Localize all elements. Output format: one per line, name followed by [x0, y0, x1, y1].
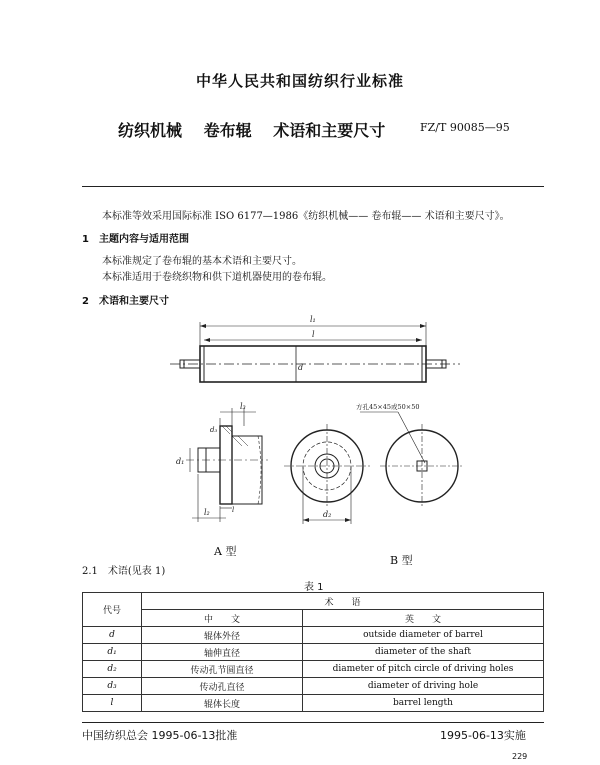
standard-code: FZ/T 90085—95: [420, 121, 510, 134]
title-part-3: 术语和主要尺寸: [273, 121, 386, 140]
header-terms: 术 语: [142, 593, 544, 610]
header-rule: [82, 186, 544, 187]
row-zh: 传动孔直径: [142, 678, 303, 695]
title-part-2: 卷布辊: [203, 121, 252, 140]
title-part-1: 纺织机械: [118, 121, 183, 140]
intro-text: 本标准等效采用国际标准 ISO 6177—1986《纺织机械—— 卷布辊—— 术语和主要尺寸》。: [102, 211, 510, 222]
organization-title: 中华人民共和国纺织行业标准: [195, 72, 404, 90]
label-d3-small: d₃: [210, 426, 218, 434]
row-code: d₂: [83, 661, 142, 678]
table-row: [83, 678, 544, 695]
label-d2: d₂: [323, 510, 332, 519]
row-zh: 传动孔节圆直径: [142, 661, 303, 678]
label-l: l: [312, 330, 315, 339]
row-en: diameter of driving hole: [303, 678, 544, 695]
section-1-line-1: 本标准规定了卷布辊的基本术语和主要尺寸。: [102, 256, 302, 267]
label-l3: l₃: [240, 402, 246, 411]
page-number: 229: [512, 752, 528, 761]
header-zh: 中 文: [142, 610, 303, 627]
row-en: diameter of pitch circle of driving holes: [303, 661, 544, 678]
section-1-line-2: 本标准适用于卷绕织物和供下道机器使用的卷布辊。: [102, 272, 332, 283]
standard-title: [118, 118, 401, 141]
table-caption: 表 1: [304, 582, 324, 593]
label-d1: d₁: [176, 457, 185, 466]
roller-side-view: [170, 315, 460, 382]
section-1-heading: 1 主题内容与适用范围: [82, 234, 189, 245]
table-header-row-2: [83, 610, 544, 627]
label-square-note: 方孔45×45或50×50: [356, 403, 420, 411]
table-row: [83, 695, 544, 712]
table-header-row-1: [83, 593, 544, 610]
row-code: l: [83, 695, 142, 712]
type-a-end-view: [284, 424, 370, 524]
figure-label-a: A 型: [214, 545, 237, 558]
header-code: 代号: [83, 593, 142, 627]
table-row: [83, 644, 544, 661]
label-l1: l₁: [310, 315, 316, 324]
footer-rule: [82, 722, 544, 723]
table-row: [83, 661, 544, 678]
label-l2: l₂: [204, 508, 210, 517]
terms-table: [82, 592, 544, 712]
table-row: [83, 627, 544, 644]
row-code: d: [83, 627, 142, 644]
subsection-2-1: 2.1 术语(见表 1): [82, 566, 166, 577]
figure-label-b: B 型: [390, 554, 413, 567]
section-2-heading: 2 术语和主要尺寸: [82, 296, 169, 307]
row-zh: 轴伸直径: [142, 644, 303, 661]
row-zh: 辊体外径: [142, 627, 303, 644]
row-zh: 辊体长度: [142, 695, 303, 712]
label-d: d: [298, 363, 304, 372]
type-b-end-view: [356, 402, 464, 508]
row-en: diameter of the shaft: [303, 644, 544, 661]
implementation-note: 1995-06-13实施: [440, 729, 526, 742]
row-en: outside diameter of barrel: [303, 627, 544, 644]
header-en: 英 文: [303, 610, 544, 627]
type-a-section-detail: [176, 402, 268, 522]
row-en: barrel length: [303, 695, 544, 712]
label-l-small: l: [232, 506, 235, 514]
roller-figure: [160, 308, 480, 560]
approval-note: 中国纺织总会 1995-06-13批准: [82, 729, 238, 742]
row-code: d₁: [83, 644, 142, 661]
row-code: d₃: [83, 678, 142, 695]
